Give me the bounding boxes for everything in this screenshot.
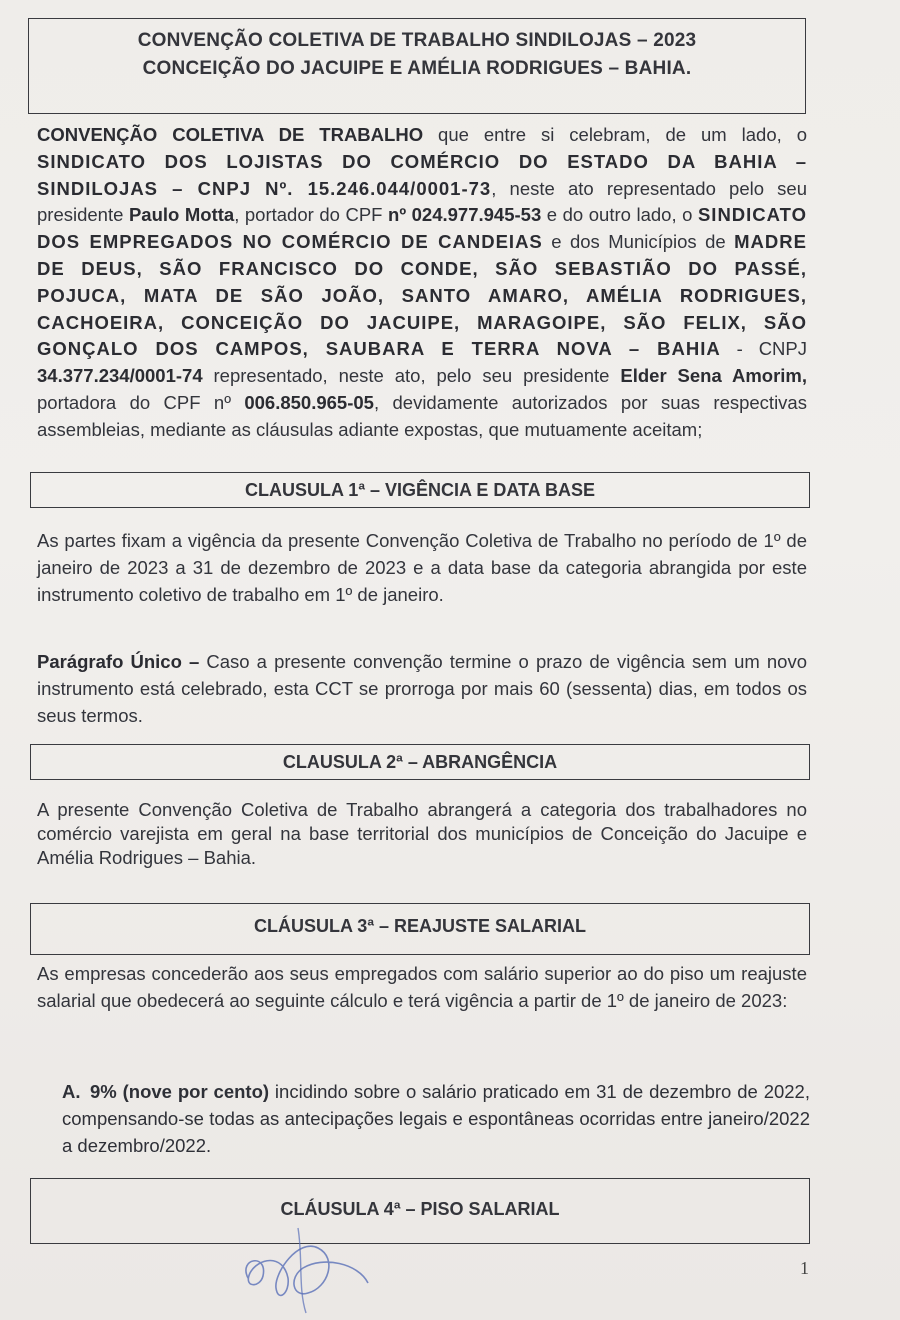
clause-4-heading: CLÁUSULA 4ª – PISO SALARIAL — [280, 1199, 560, 1219]
clause-2-text: A presente Convenção Coletiva de Trabalho abrangerá a categoria dos trabalhadores no comércio varejista em geral na base territorial dos municípios de Conceição do Jacuipe e Amélia Rodrigues – Bahia. — [37, 799, 807, 868]
clause-1-heading-box — [30, 472, 810, 508]
preamble-bold-7: 34.377.234/0001-74 — [37, 365, 203, 387]
clause-1-heading: CLAUSULA 1ª – VIGÊNCIA E DATA BASE — [244, 480, 596, 500]
preamble-text-5: e dos Municípios de — [542, 231, 735, 253]
preamble-text-7: representado, neste ato, pelo seu presidente — [202, 365, 621, 387]
clause-4-heading-box — [30, 1178, 810, 1244]
preamble-bold-4: nº 024.977.945-53 — [388, 204, 542, 226]
clause-1-text: As partes fixam a vigência da presente Convenção Coletiva de Trabalho no período de 1º de janeiro de 2023 a 31 de dezembro de 2023 e a data base da categoria abrangida por este instrumento coletivo de trabalho em 1º de janeiro. — [37, 530, 807, 605]
clause-3-item-a — [62, 1078, 810, 1159]
preamble-text-1: que entre si celebram, de um lado, o — [423, 124, 807, 145]
item-a-text: incidindo sobre o salário praticado em 31 de dezembro de 2022, compensando-se todas as antecipações legais e espontâneas ocorridas entre janeiro/2022 a dezembro/2022. — [62, 1081, 810, 1156]
paragraph-unico-text: Caso a presente convenção termine o prazo de vigência sem um novo instrumento está celebrado, esta CCT se prorroga por mais 60 (sessenta) dias, em todos os seus termos. — [37, 651, 807, 726]
clause-2-heading-box — [30, 744, 810, 780]
preamble-bold-1: CONVENÇÃO COLETIVA DE TRABALHO — [37, 124, 424, 145]
preamble-paragraph — [37, 122, 807, 444]
preamble-bold-5: SINDICATO DOS EMPREGADOS NO COMÉRCIO DE CANDEIAS — [37, 204, 808, 253]
clause-1-paragraph-unico — [37, 648, 807, 729]
preamble-text-2: , neste ato representado pelo seu presidente — [37, 177, 807, 226]
preamble-bold-9: 006.850.965-05 — [244, 391, 374, 413]
clause-2-heading: CLAUSULA 2ª – ABRANGÊNCIA — [282, 752, 558, 772]
document-title-line2: CONCEIÇÃO DO JACUIPE E AMÉLIA RODRIGUES – BAHIA. — [142, 58, 692, 79]
document-title-box — [28, 18, 806, 114]
preamble-bold-3: Paulo Motta — [128, 204, 235, 226]
preamble-bold-2: SINDICATO DOS LOJISTAS DO COMÉRCIO DO ESTADO DA BAHIA – SINDILOJAS – CNPJ Nº. 15.246.044/0001-73 — [37, 150, 807, 199]
clause-3-text: As empresas concederão aos seus empregados com salário superior ao do piso um reajuste salarial que obedecerá ao seguinte cálculo e terá vigência a partir de 1º de janeiro de 2023: — [37, 963, 807, 1011]
item-a-label: A. — [62, 1081, 81, 1102]
handwritten-signature — [228, 1218, 388, 1318]
paragraph-unico-label: Parágrafo Único – — [37, 651, 200, 672]
preamble-text-9: , devidamente autorizados por suas respectivas assembleias, mediante as cláusulas adiante expostas, que mutuamente aceitam; — [37, 391, 807, 440]
preamble-bold-6: MADRE DE DEUS, SÃO FRANCISCO DO CONDE, SÃO SEBASTIÃO DO PASSÉ, POJUCA, MATA DE SÃO JOÃO, SANTO AMARO, AMÉLIA RODRIGUES, CACHOEIRA, CONCEIÇÃO DO JACUIPE, MARAGOIPE, SÃO FELIX, SÃO GONÇALO DOS CAMPOS, SAUBARA E TERRA NOVA – BAHIA — [37, 231, 807, 360]
document-title-line1: CONVENÇÃO COLETIVA DE TRABALHO SINDILOJAS – 2023 — [137, 30, 697, 51]
preamble-text-4: e do outro lado, o — [541, 204, 698, 226]
preamble-bold-8: Elder Sena Amorim, — [620, 365, 808, 387]
preamble-text-8: portadora do CPF nº — [37, 391, 245, 413]
preamble-text-3: , portador do CPF — [234, 204, 389, 226]
item-a-bold: 9% (nove por cento) — [90, 1081, 270, 1102]
clause-3-heading-box — [30, 903, 810, 955]
page-number: 1 — [800, 1258, 809, 1278]
preamble-text-6: - CNPJ — [720, 338, 808, 360]
clause-3-heading: CLÁUSULA 3ª – REAJUSTE SALARIAL — [253, 916, 587, 936]
